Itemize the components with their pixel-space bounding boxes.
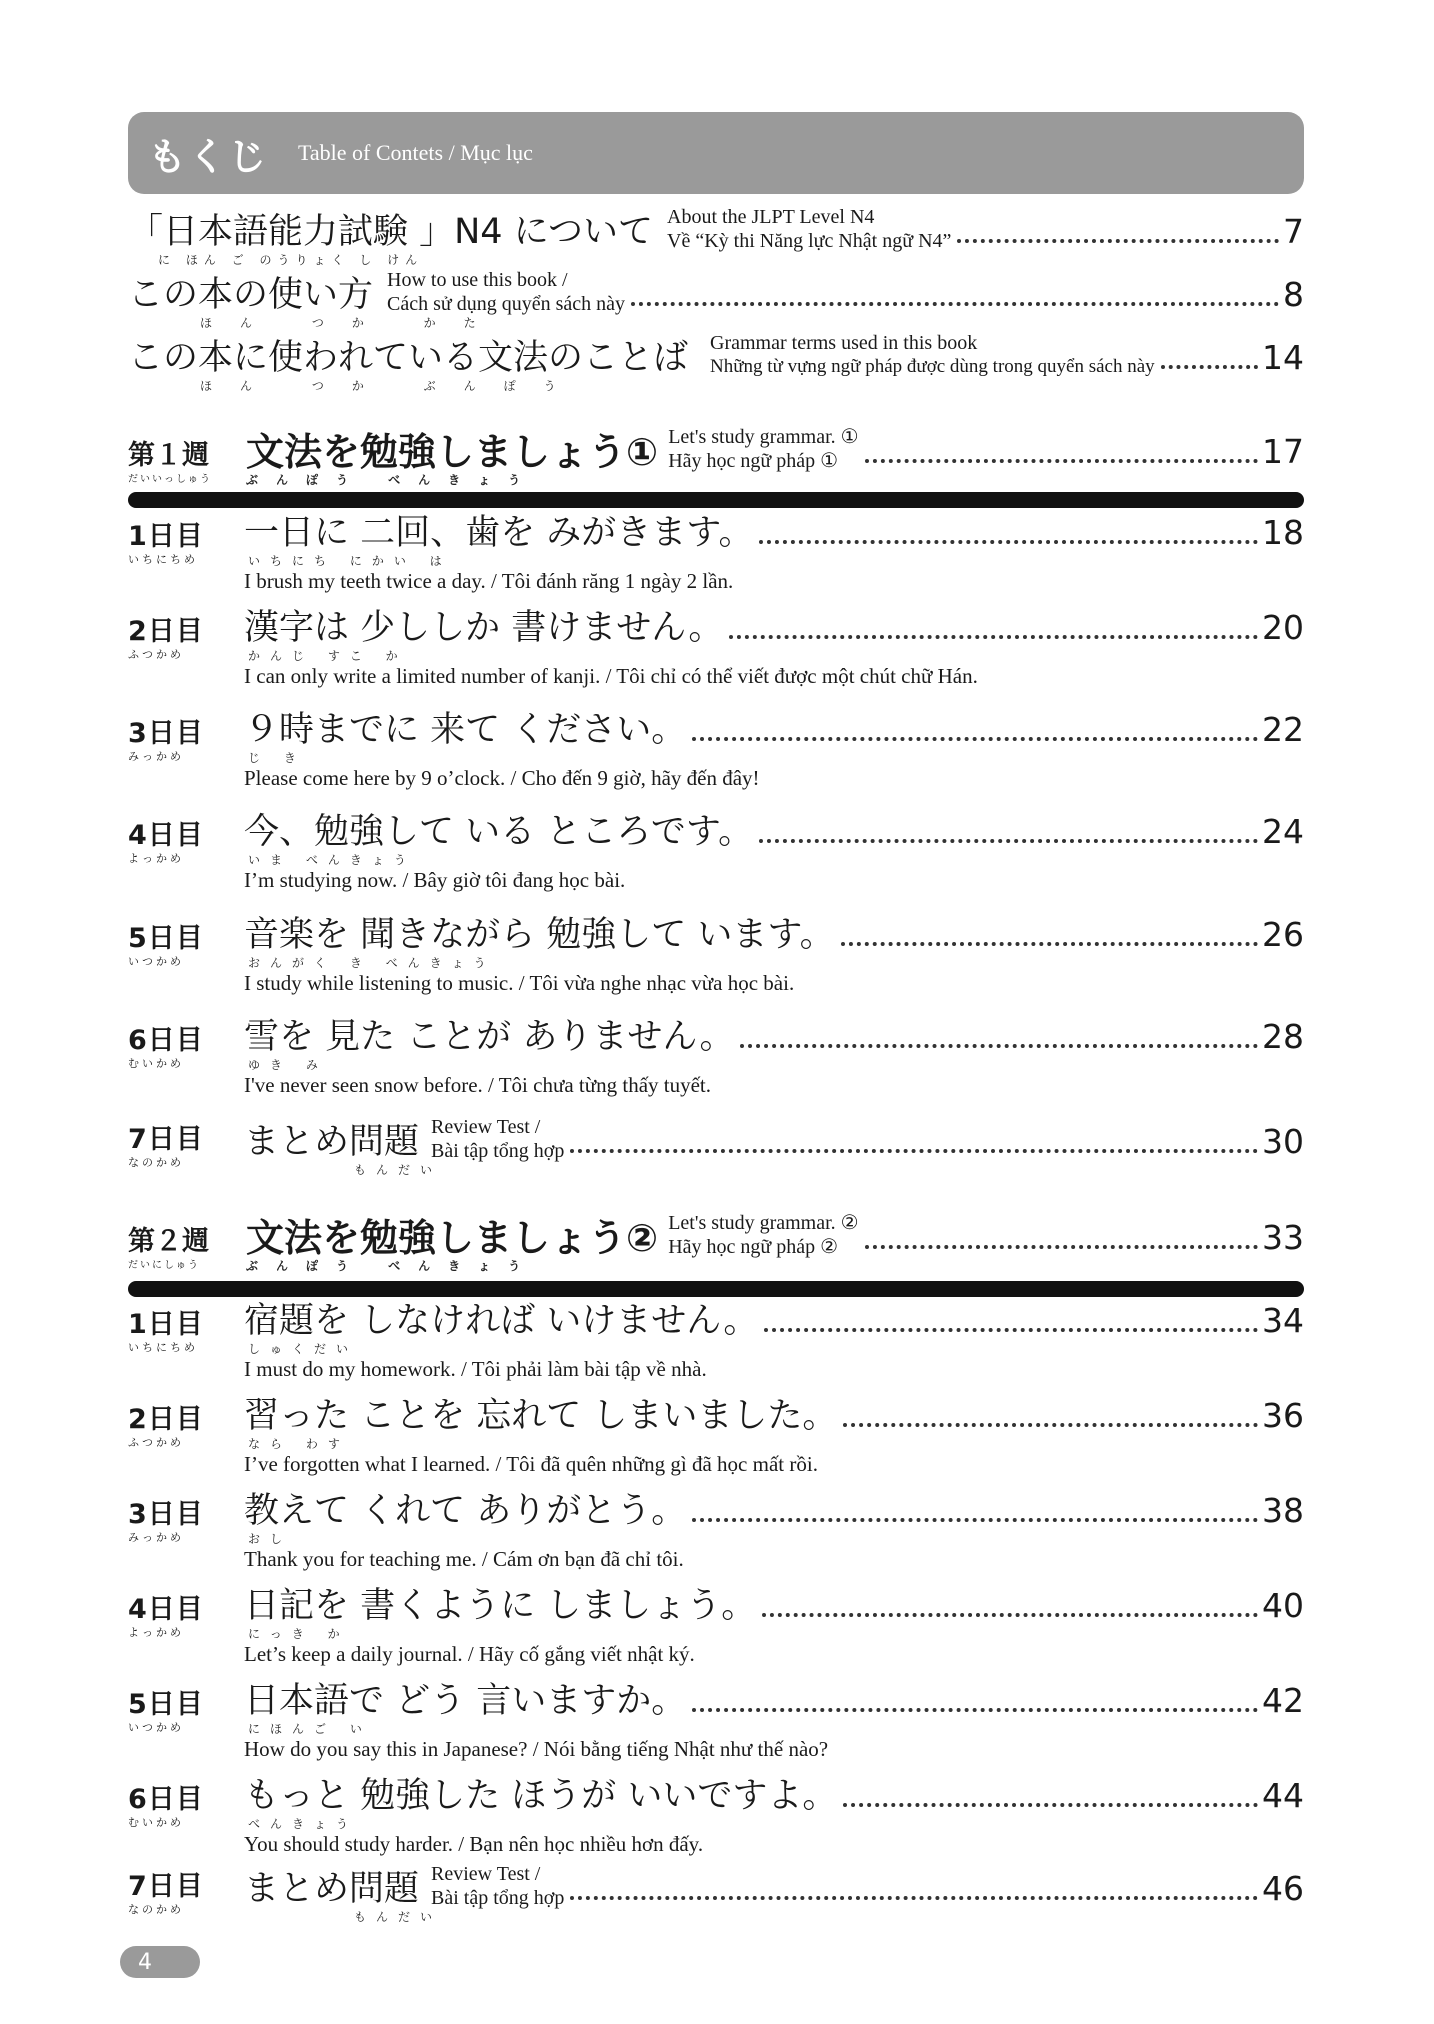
week-title-furigana: ぶんぽう べんきょう [246, 473, 539, 487]
day-furigana: じ き [248, 751, 306, 765]
toc-entry-day[interactable] [128, 1585, 1304, 1667]
day-label [128, 924, 228, 968]
week-title: 文法を勉強しましょう② [246, 1216, 659, 1260]
day-title: 日記を 書くように しましょう。 [244, 1586, 757, 1626]
day-furigana: いま べんきょう [248, 853, 416, 867]
toc-entry-day[interactable] [128, 1016, 1304, 1098]
day-furigana: にほんご い [248, 1722, 372, 1736]
entry-title: 「日本語能力試験 」N4 について [128, 212, 654, 252]
leader-dots [729, 635, 1258, 639]
week-1-heading[interactable] [128, 425, 1304, 487]
day-page: 22 [1262, 710, 1304, 749]
day-ruby: なのかめ [128, 1903, 184, 1916]
toc-entry-intro-3[interactable] [128, 331, 1304, 393]
leader-dots [1161, 365, 1258, 369]
week-vi: Hãy học ngữ pháp ② [668, 1236, 839, 1258]
day-title: まとめ問題 [244, 1122, 420, 1162]
day-number: 4日目 [128, 1594, 204, 1625]
day-title: 宿題を しなければ いけません。 [244, 1301, 759, 1341]
day-ruby: むいかめ [128, 1816, 184, 1829]
entry-furigana: ほん つか かた [200, 316, 504, 330]
leader-dots [631, 302, 1279, 306]
day-ruby: むいかめ [128, 1057, 184, 1070]
week-page: 17 [1262, 432, 1304, 471]
day-label [128, 719, 228, 763]
day-label [128, 1872, 228, 1916]
leader-dots [841, 942, 1258, 946]
leader-dots [692, 1518, 1258, 1522]
week-divider [128, 1281, 1304, 1297]
day-ruby: ふつかめ [128, 1436, 184, 1449]
toc-entry-intro-2[interactable] [128, 268, 1304, 330]
entry-furigana: に ほん ご のうりょく し けん [158, 253, 424, 267]
day-label [128, 1310, 228, 1354]
week-en: Let's study grammar. ① [668, 426, 859, 448]
day-translation: I brush my teeth twice a day. / Tôi đánh răng 1 ngày 2 lần. [244, 569, 734, 593]
day-en: Review Test / [431, 1116, 541, 1138]
day-translation: I've never seen snow before. / Tôi chưa từng thấy tuyết. [244, 1073, 712, 1097]
day-title: 今、勉強して いる ところです。 [244, 812, 754, 852]
day-number: 6日目 [128, 1025, 204, 1056]
day-page: 44 [1262, 1776, 1304, 1815]
day-page: 42 [1262, 1681, 1304, 1720]
day-translation: I’ve forgotten what I learned. / Tôi đã quên những gì đã học mất rồi. [244, 1452, 818, 1476]
entry-vi: Về “Kỳ thi Năng lực Nhật ngữ N4” [667, 230, 952, 252]
toc-entry-intro-1[interactable] [128, 205, 1304, 267]
toc-entry-day[interactable] [128, 1775, 1304, 1857]
day-label [128, 1405, 228, 1449]
entry-vi: Những từ vựng ngữ pháp được dùng trong quyển sách này [710, 356, 1155, 377]
day-page: 36 [1262, 1396, 1304, 1435]
day-number: 3日目 [128, 1499, 204, 1530]
week-en: Let's study grammar. ② [668, 1212, 859, 1234]
toc-entry-day[interactable] [128, 914, 1304, 996]
day-title: 習った ことを 忘れて しまいました。 [244, 1396, 838, 1436]
day-furigana: もんだい [354, 1910, 443, 1924]
leader-dots [692, 1708, 1258, 1712]
toc-header [128, 112, 1304, 194]
entry-title: この本に使われている文法のことば [128, 338, 689, 378]
week-2-heading[interactable] [128, 1211, 1304, 1273]
leader-dots [740, 1044, 1258, 1048]
day-number: 1日目 [128, 521, 204, 552]
day-en: Review Test / [431, 1863, 541, 1885]
week-divider [128, 492, 1304, 508]
toc-title-en: Table of Contets / Mục lục [298, 140, 533, 165]
day-number: 6日目 [128, 1784, 204, 1815]
toc-entry-day[interactable] [128, 1490, 1304, 1572]
day-title: 雪を 見た ことが ありません。 [244, 1017, 735, 1057]
day-label [128, 1026, 228, 1070]
leader-dots [865, 1245, 1258, 1249]
week-label: 第１週 [128, 440, 209, 471]
day-number: 4日目 [128, 820, 204, 851]
entry-en: How to use this book / [387, 269, 568, 291]
day-furigana: なら わす [248, 1437, 350, 1451]
day-number: 2日目 [128, 1404, 204, 1435]
day-number: 7日目 [128, 1871, 204, 1902]
day-furigana: おし [248, 1532, 293, 1546]
day-page: 28 [1262, 1017, 1304, 1056]
day-number: 1日目 [128, 1309, 204, 1340]
day-ruby: いつかめ [128, 1721, 184, 1734]
day-furigana: かんじ すこ か [248, 649, 408, 663]
leader-dots [570, 1149, 1258, 1153]
toc-title-jp: もくじ [148, 134, 269, 179]
day-translation: Please come here by 9 o’clock. / Cho đến 9 giờ, hãy đến đây! [244, 766, 760, 790]
day-ruby: なのかめ [128, 1156, 184, 1169]
day-page: 46 [1262, 1869, 1304, 1908]
day-translation: I’m studying now. / Bây giờ tôi đang học bài. [244, 868, 626, 892]
leader-dots [865, 459, 1258, 463]
day-furigana: いちにち にかい は [248, 554, 452, 568]
day-label [128, 1690, 228, 1734]
entry-page: 8 [1283, 275, 1304, 314]
day-number: 7日目 [128, 1124, 204, 1155]
toc-entry-day[interactable] [128, 811, 1304, 893]
day-title: 日本語で どう 言いますか。 [244, 1681, 687, 1721]
day-label [128, 821, 228, 865]
day-furigana: しゅくだい [248, 1342, 359, 1356]
day-title: 教えて くれて ありがとう。 [244, 1491, 687, 1531]
entry-title: この本の使い方 [128, 275, 374, 315]
day-page: 26 [1262, 915, 1304, 954]
leader-dots [762, 1613, 1258, 1617]
day-number: 2日目 [128, 616, 204, 647]
day-translation: I study while listening to music. / Tôi vừa nghe nhạc vừa học bài. [244, 971, 795, 995]
toc-entry-day[interactable] [128, 1680, 1304, 1762]
entry-page: 7 [1283, 212, 1304, 251]
leader-dots [764, 1328, 1258, 1332]
day-ruby: よっかめ [128, 1626, 184, 1639]
day-title: 漢字は 少ししか 書けません。 [244, 608, 724, 648]
day-translation: Let’s keep a daily journal. / Hãy cố gắng viết nhật ký. [244, 1642, 695, 1666]
day-furigana: おんがく き べんきょう [248, 956, 496, 970]
day-title: まとめ問題 [244, 1869, 420, 1909]
day-page: 24 [1262, 812, 1304, 851]
day-ruby: よっかめ [128, 852, 184, 865]
toc-entry-day[interactable] [128, 1395, 1304, 1477]
day-translation: I can only write a limited number of kanji. / Tôi chỉ có thể viết được một chút chữ Hán. [244, 664, 978, 688]
day-title: ９時までに 来て ください。 [244, 710, 687, 750]
day-vi: Bài tập tổng hợp [431, 1887, 565, 1909]
toc-entry-day[interactable] [128, 512, 1304, 594]
toc-entry-day[interactable] [128, 1862, 1304, 1924]
week-title-furigana: ぶんぽう べんきょう [246, 1259, 539, 1273]
toc-entry-day[interactable] [128, 1300, 1304, 1382]
entry-vi: Cách sử dụng quyển sách này [387, 293, 626, 315]
day-label [128, 617, 228, 661]
day-translation: How do you say this in Japanese? / Nói bằng tiếng Nhật như thế nào? [244, 1737, 829, 1761]
day-furigana: もんだい [354, 1163, 443, 1177]
day-number: 5日目 [128, 923, 204, 954]
day-furigana: ゆき み [248, 1058, 328, 1072]
leader-dots [759, 839, 1258, 843]
leader-dots [843, 1423, 1258, 1427]
day-ruby: ふつかめ [128, 648, 184, 661]
toc-entry-day[interactable] [128, 709, 1304, 791]
day-furigana: べんきょう [248, 1817, 359, 1831]
toc-entry-day[interactable] [128, 607, 1304, 689]
leader-dots [570, 1896, 1258, 1900]
day-page: 20 [1262, 608, 1304, 647]
day-vi: Bài tập tổng hợp [431, 1140, 565, 1162]
day-ruby: みっかめ [128, 750, 184, 763]
day-title: 音楽を 聞きながら 勉強して います。 [244, 915, 835, 955]
day-ruby: いちにちめ [128, 553, 198, 566]
toc-entry-day[interactable] [128, 1115, 1304, 1177]
week-label: 第２週 [128, 1226, 209, 1257]
leader-dots [957, 239, 1279, 243]
leader-dots [692, 737, 1258, 741]
day-label [128, 522, 228, 566]
week-page: 33 [1262, 1218, 1304, 1257]
week-label-furigana: だいにしゅう [128, 1260, 200, 1271]
day-translation: I must do my homework. / Tôi phải làm bài tập về nhà. [244, 1357, 707, 1381]
day-number: 5日目 [128, 1689, 204, 1720]
day-label [128, 1500, 228, 1544]
leader-dots [843, 1803, 1258, 1807]
day-translation: You should study harder. / Bạn nên học nhiều hơn đấy. [244, 1832, 704, 1856]
day-translation: Thank you for teaching me. / Cám ơn bạn đã chỉ tôi. [244, 1547, 684, 1571]
week-title: 文法を勉強しましょう① [246, 430, 659, 474]
day-ruby: いちにちめ [128, 1341, 198, 1354]
day-ruby: みっかめ [128, 1531, 184, 1544]
entry-en: About the JLPT Level N4 [667, 206, 875, 228]
leader-dots [759, 540, 1258, 544]
page-number: 4 [120, 1946, 200, 1978]
entry-en: Grammar terms used in this book [710, 332, 978, 354]
day-furigana: にっき か [248, 1627, 350, 1641]
day-ruby: いつかめ [128, 955, 184, 968]
day-title: 一日に 二回、歯を みがきます。 [244, 513, 754, 553]
entry-page: 14 [1262, 338, 1304, 377]
day-page: 30 [1262, 1122, 1304, 1161]
week-vi: Hãy học ngữ pháp ① [668, 450, 839, 472]
day-label [128, 1595, 228, 1639]
day-title: もっと 勉強した ほうが いいですよ。 [244, 1776, 838, 1816]
day-page: 40 [1262, 1586, 1304, 1625]
day-page: 34 [1262, 1301, 1304, 1340]
day-number: 3日目 [128, 718, 204, 749]
entry-furigana: ほん つか ぶんぽう [200, 379, 584, 393]
week-label-furigana: だいいっしゅう [128, 474, 212, 485]
day-label [128, 1785, 228, 1829]
day-label [128, 1125, 228, 1169]
day-page: 18 [1262, 513, 1304, 552]
day-page: 38 [1262, 1491, 1304, 1530]
